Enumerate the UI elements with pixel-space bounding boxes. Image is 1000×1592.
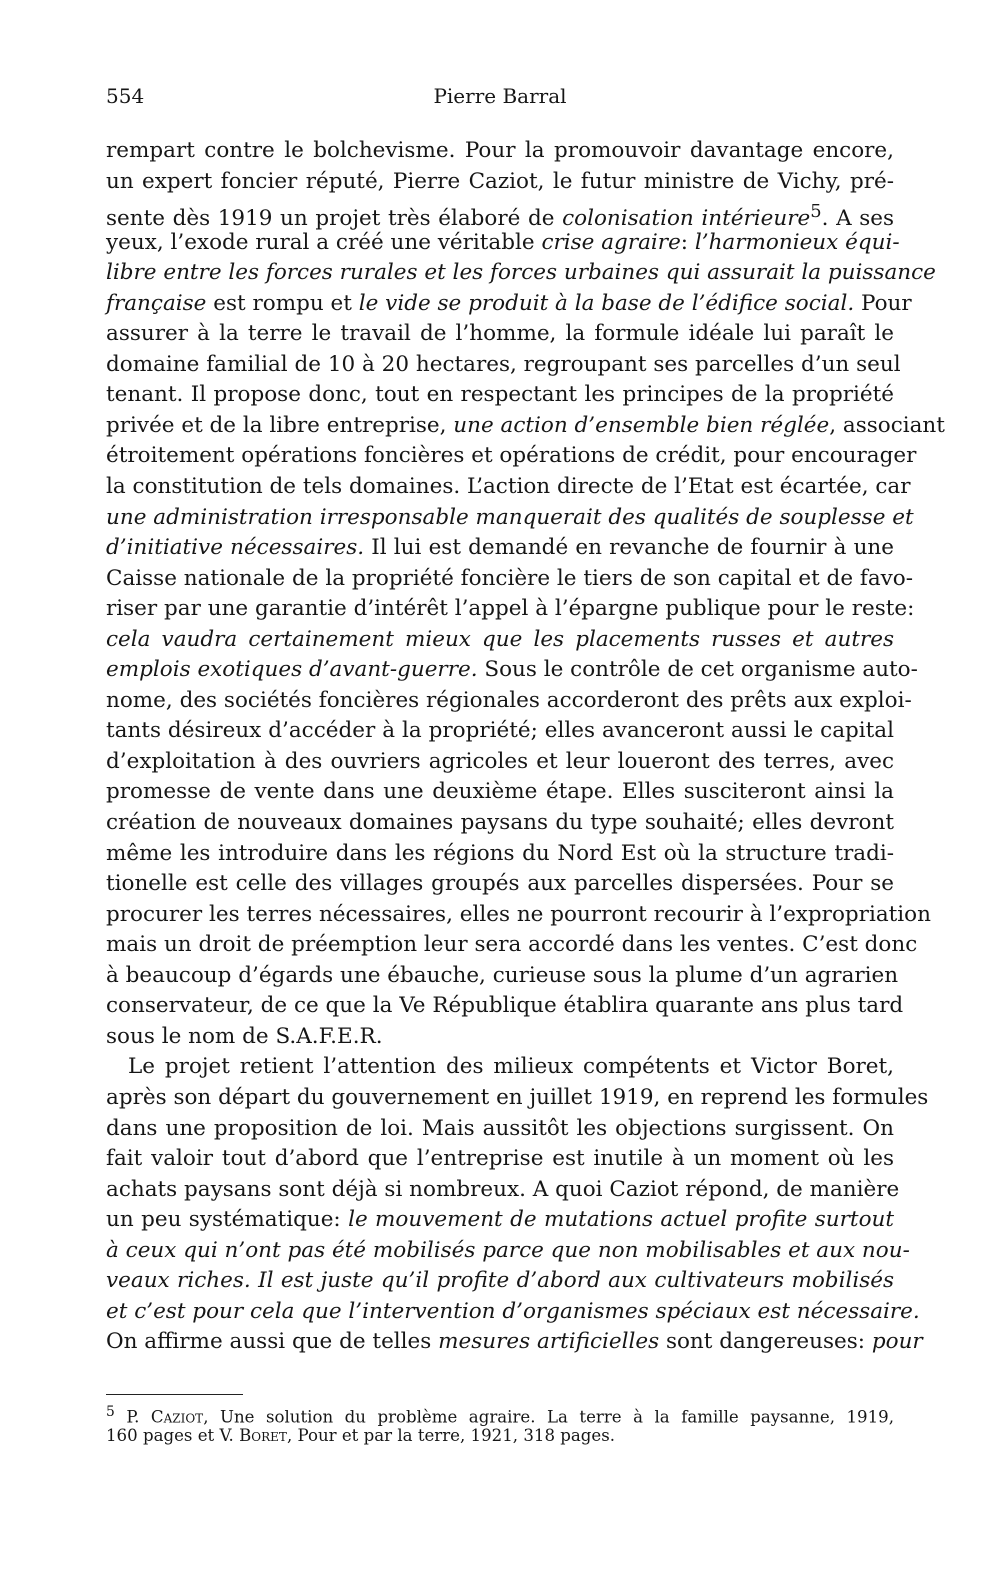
text-line: d’exploitation à des ouvriers agricoles et leur loueront des terres, avec bbox=[106, 748, 894, 774]
footnote-line: $^5$ P. Caziot, Une solution du problème agraire. La terre à la famille paysanne, 1919, bbox=[106, 1404, 894, 1427]
text-line: libre entre les forces rurales et les forces urbaines qui assurait la puissance bbox=[106, 260, 936, 286]
text-line: une administration irresponsable manquerait des qualités de souplesse et bbox=[106, 504, 914, 530]
text-line: même les introduire dans les régions du Nord Est où la structure tradi- bbox=[106, 840, 894, 866]
footnote-line: 160 pages et V. Boret, Pour et par la terre, 1921, 318 pages. bbox=[106, 1426, 616, 1445]
text-line: à beaucoup d’égards une ébauche, curieuse sous la plume d’un agrarien bbox=[106, 962, 899, 988]
text-line: Le projet retient l’attention des milieux compétents et Victor Boret, bbox=[128, 1054, 894, 1080]
text-line: riser par une garantie d’intérêt l’appel à l’épargne publique pour le reste: bbox=[106, 596, 915, 622]
text-line: promesse de vente dans une deuxième étape. Elles susciteront ainsi la bbox=[106, 779, 894, 805]
text-line: dans une proposition de loi. Mais aussitôt les objections surgissent. On bbox=[106, 1115, 894, 1141]
text-line: un expert foncier réputé, Pierre Caziot, le futur ministre de Vichy, pré- bbox=[106, 168, 894, 194]
text-line: fait valoir tout d’abord que l’entreprise est inutile à un moment où les bbox=[106, 1146, 894, 1172]
footnotes bbox=[106, 1400, 894, 1448]
text-line: étroitement opérations foncières et opérations de crédit, pour encourager bbox=[106, 443, 917, 469]
text-line: veaux riches. Il est juste qu’il profite d’abord aux cultivateurs mobilisés bbox=[106, 1268, 894, 1294]
text-line: rempart contre le bolchevisme. Pour la promouvoir davantage encore, bbox=[106, 138, 894, 163]
running-head-author: Pierre Barral bbox=[433, 84, 567, 108]
text-line: conservateur, de ce que la Ve République établira quarante ans plus tard bbox=[106, 993, 904, 1019]
text-line: création de nouveaux domaines paysans du type souhaité; elles devront bbox=[106, 810, 894, 836]
text-line: tenant. Il propose donc, tout en respectant les principes de la propriété bbox=[106, 382, 894, 408]
text-line: Caisse nationale de la propriété foncière le tiers de son capital et de favo- bbox=[106, 565, 914, 591]
text-line: sous le nom de S.A.F.E.R. bbox=[106, 1023, 383, 1049]
page-number: 554 bbox=[106, 84, 145, 108]
text-line: française est rompu et le vide se produit à la base de l’édifice social. Pour bbox=[106, 290, 912, 316]
text-line: d’initiative nécessaires. Il lui est demandé en revanche de fournir à une bbox=[106, 535, 894, 561]
body-text bbox=[106, 136, 945, 1358]
text-line: tionelle est celle des villages groupés aux parcelles dispersées. Pour se bbox=[106, 871, 894, 897]
text-line: mais un droit de préemption leur sera accordé dans les ventes. C’est donc bbox=[106, 932, 918, 958]
text-line: domaine familial de 10 à 20 hectares, regroupant ses parcelles d’un seul bbox=[106, 351, 901, 377]
text-line: tants désireux d’accéder à la propriété; elles avanceront aussi le capital bbox=[106, 718, 894, 744]
text-line: emplois exotiques d’avant-guerre. Sous le contrôle de cet organisme auto- bbox=[106, 657, 918, 683]
text-line: un peu systématique: le mouvement de mutations actuel profite surtout bbox=[106, 1207, 894, 1233]
text-line: à ceux qui n’ont pas été mobilisés parce que non mobilisables et aux nou- bbox=[106, 1237, 910, 1263]
text-line: et c’est pour cela que l’intervention d’organismes spéciaux est nécessaire. bbox=[106, 1298, 920, 1324]
text-line: On affirme aussi que de telles mesures artificielles sont dangereuses: pour bbox=[106, 1329, 923, 1355]
text-line: la constitution de tels domaines. L’action directe de l’Etat est écartée, car bbox=[106, 474, 911, 500]
text-line: assurer à la terre le travail de l’homme, la formule idéale lui paraît le bbox=[106, 321, 894, 347]
footnote-rule bbox=[106, 1394, 243, 1395]
text-line: sente dès 1919 un projet très élaboré de colonisation intérieure$^5$. A ses bbox=[106, 201, 894, 232]
text-line: privée et de la libre entreprise, une action d’ensemble bien réglée, associant bbox=[106, 412, 945, 438]
running-head bbox=[106, 84, 894, 114]
text-line: nome, des sociétés foncières régionales accorderont des prêts aux exploi- bbox=[106, 687, 912, 713]
text-line: cela vaudra certainement mieux que les placements russes et autres bbox=[106, 626, 894, 652]
text-line: achats paysans sont déjà si nombreux. A quoi Caziot répond, de manière bbox=[106, 1176, 900, 1202]
text-line: procurer les terres nécessaires, elles ne pourront recourir à l’expropriation bbox=[106, 901, 931, 927]
text-line: yeux, l’exode rural a créé une véritable crise agraire: l’harmonieux équi- bbox=[106, 229, 900, 255]
text-line: après son départ du gouvernement en juillet 1919, en reprend les formules bbox=[106, 1084, 929, 1110]
